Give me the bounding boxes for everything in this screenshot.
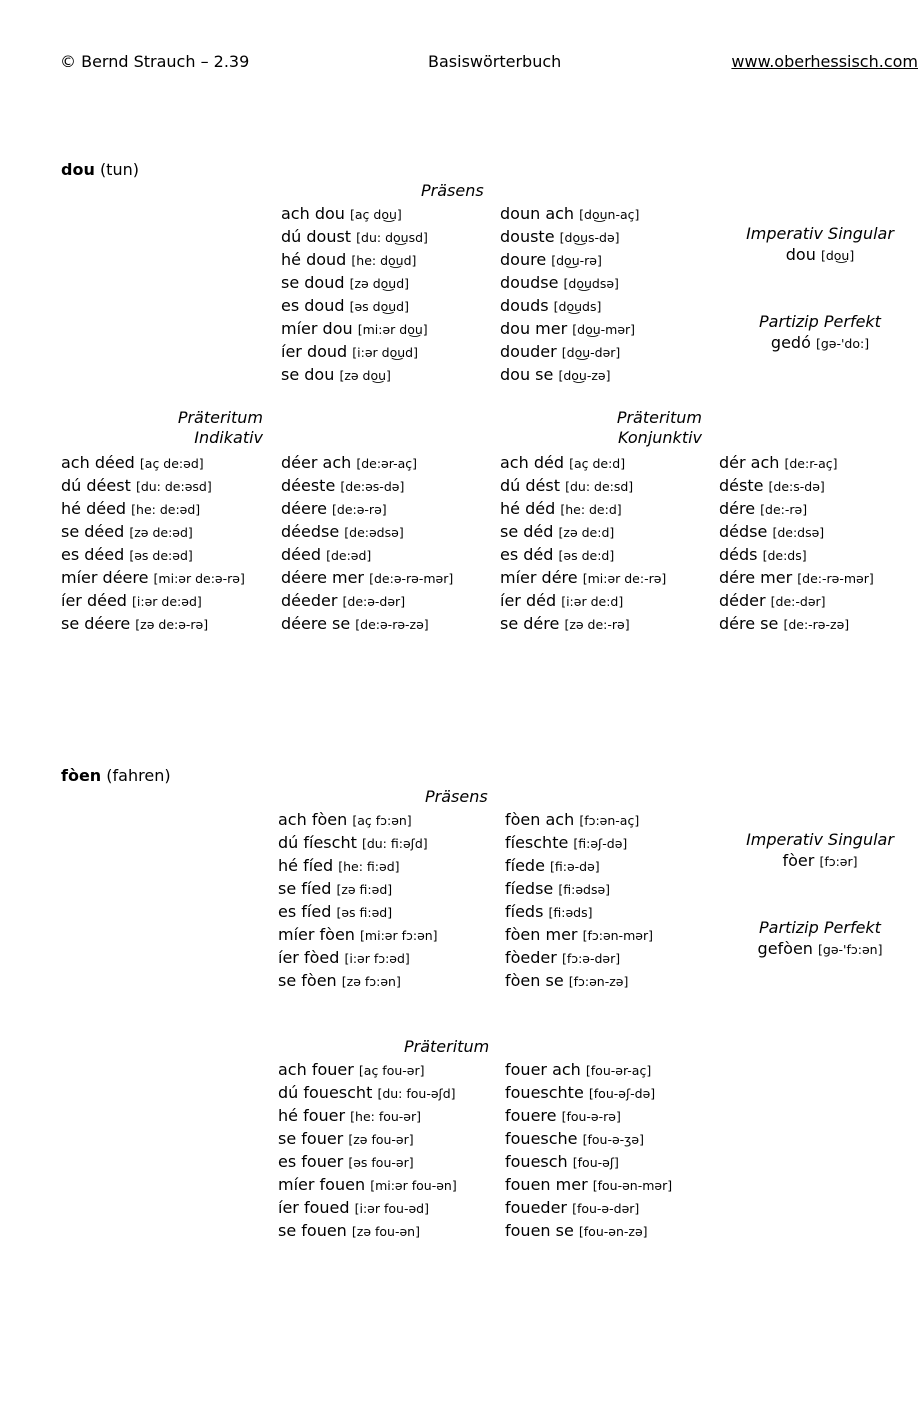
ipa-transcription: [zə do͜u]	[339, 368, 391, 383]
partizip-block	[735, 918, 905, 961]
praesens-col2	[500, 202, 639, 386]
verb-form: déedse	[281, 522, 340, 541]
verb-form: hé déed	[61, 499, 127, 518]
verb-form: dére se	[719, 614, 779, 633]
verb-form: fouere	[505, 1106, 557, 1125]
verb-form: íer déd	[500, 591, 557, 610]
conjugation-row	[278, 854, 438, 877]
verb-form: se fouer	[278, 1129, 344, 1148]
verb-form: se fíed	[278, 879, 332, 898]
ipa-transcription: [zə fɔ:ən]	[341, 974, 401, 989]
ipa-transcription: [de:ə-dər]	[342, 594, 406, 609]
ipa-transcription: [mi:ər fou-ən]	[370, 1178, 457, 1193]
verb-form: déder	[719, 591, 766, 610]
conjugation-row	[505, 1104, 672, 1127]
ipa-transcription: [i:ər de:d]	[561, 594, 624, 609]
verb-form: dou mer	[500, 319, 568, 338]
verb-form: se fouen	[278, 1221, 347, 1240]
conjugation-row	[278, 946, 438, 969]
verb-form: douder	[500, 342, 557, 361]
conjugation-row	[500, 317, 639, 340]
conjugation-row	[500, 589, 666, 612]
imperativ-form: dou	[785, 245, 816, 264]
ipa-transcription: [he: de:əd]	[131, 502, 201, 517]
partizip-ipa: [gə-'fɔ:ən]	[818, 942, 883, 957]
praet-konj-col1	[500, 451, 666, 635]
verb-form: íer foued	[278, 1198, 350, 1217]
conjugation-row	[281, 248, 428, 271]
conjugation-row	[719, 589, 874, 612]
verb-form: ach dou	[281, 204, 345, 223]
verb-form: míer dére	[500, 568, 578, 587]
ipa-transcription: [do͜uds]	[553, 299, 602, 314]
ipa-transcription: [əs fou-ər]	[348, 1155, 414, 1170]
ipa-transcription: [mi:ər de:-rə]	[582, 571, 667, 586]
conjugation-row	[281, 363, 428, 386]
ipa-transcription: [du: fi:əʃd]	[361, 836, 428, 851]
conjugation-row	[500, 202, 639, 225]
verb-form: ach fòen	[278, 810, 348, 829]
verb-form: dére mer	[719, 568, 793, 587]
praesens-title: Präsens	[425, 787, 488, 806]
verb-form: déste	[719, 476, 764, 495]
imperativ-ipa: [fɔ:ər]	[819, 854, 858, 869]
verb-form: míer dou	[281, 319, 353, 338]
ipa-transcription: [fɔ:ə-dər]	[561, 951, 621, 966]
verb-form: ach fouer	[278, 1060, 354, 1079]
ipa-transcription: [do͜us-də]	[559, 230, 620, 245]
conjugation-row	[278, 900, 438, 923]
verb-form: fòen mer	[505, 925, 578, 944]
praet-konj-col2	[719, 451, 874, 635]
conjugation-row	[278, 969, 438, 992]
entry-heading-dou	[61, 160, 139, 180]
lemma: fòen	[61, 766, 102, 785]
verb-form: es déd	[500, 545, 554, 564]
ipa-transcription: [fɔ:ən-aç]	[579, 813, 640, 828]
conjugation-row	[61, 451, 245, 474]
ipa-transcription: [fɔ:ən-zə]	[568, 974, 629, 989]
conjugation-row	[500, 294, 639, 317]
imperativ-ipa: [do͜u]	[820, 248, 855, 263]
praeteritum-title: Präteritum	[404, 1037, 490, 1056]
conjugation-row	[500, 248, 639, 271]
conjugation-row	[505, 1127, 672, 1150]
conjugation-row	[500, 543, 666, 566]
conjugation-row	[505, 808, 653, 831]
imperativ-block	[735, 830, 905, 873]
conjugation-row	[281, 225, 428, 248]
conjugation-row	[500, 566, 666, 589]
conjugation-row	[500, 497, 666, 520]
verb-form: doure	[500, 250, 547, 269]
partizip-block	[735, 312, 905, 355]
ipa-transcription: [de:ə-rə-mər]	[369, 571, 454, 586]
conjugation-row	[281, 202, 428, 225]
conjugation-row	[61, 543, 245, 566]
ipa-transcription: [aç do͜u]	[350, 207, 402, 222]
ipa-transcription: [zə de:d]	[558, 525, 615, 540]
ipa-transcription: [zə fou-ən]	[351, 1224, 420, 1239]
verb-form: hé déd	[500, 499, 556, 518]
conjugation-row	[719, 520, 874, 543]
conjugation-row	[500, 612, 666, 635]
imperativ-title: Imperativ Singular	[746, 224, 894, 243]
verb-form: ach déd	[500, 453, 564, 472]
conjugation-row	[505, 1150, 672, 1173]
conjugation-row	[281, 612, 453, 635]
praet-ind-col2	[281, 451, 453, 635]
verb-form: fouen mer	[505, 1175, 588, 1194]
verb-form: déere mer	[281, 568, 365, 587]
conjugation-row	[281, 589, 453, 612]
ipa-transcription: [mi:ər fɔ:ən]	[360, 928, 438, 943]
conjugation-row	[281, 294, 428, 317]
conjugation-row	[500, 340, 639, 363]
verb-form: se déd	[500, 522, 554, 541]
conjugation-row	[278, 1127, 457, 1150]
gloss: (fahren)	[106, 766, 171, 785]
verb-form: dú fíescht	[278, 833, 357, 852]
praesens-col1	[281, 202, 428, 386]
verb-form: míer fòen	[278, 925, 355, 944]
conjugation-row	[719, 451, 874, 474]
conjugation-row	[281, 566, 453, 589]
conjugation-row	[505, 1173, 672, 1196]
conjugation-row	[505, 854, 653, 877]
verb-form: dú dést	[500, 476, 560, 495]
ipa-transcription: [de:-dər]	[770, 594, 826, 609]
conjugation-row	[505, 1196, 672, 1219]
verb-form: íer doud	[281, 342, 348, 361]
ipa-transcription: [zə fou-ər]	[348, 1132, 414, 1147]
conjugation-row	[278, 831, 438, 854]
verb-form: dú fouescht	[278, 1083, 373, 1102]
ipa-transcription: [he: de:d]	[560, 502, 622, 517]
ipa-transcription: [he: do͜ud]	[351, 253, 417, 268]
conjugation-row	[500, 520, 666, 543]
conjugation-row	[505, 877, 653, 900]
ipa-transcription: [he: fi:əd]	[338, 859, 400, 874]
ipa-transcription: [de:ədsə]	[344, 525, 404, 540]
conjugation-row	[505, 1219, 672, 1242]
verb-form: fouesche	[505, 1129, 578, 1148]
ipa-transcription: [fou-ə-rə]	[561, 1109, 621, 1124]
verb-form: déds	[719, 545, 758, 564]
ipa-transcription: [aç de:əd]	[139, 456, 204, 471]
ipa-transcription: [de:ər-aç]	[356, 456, 418, 471]
ipa-transcription: [zə de:əd]	[129, 525, 193, 540]
verb-form: íer déed	[61, 591, 127, 610]
verb-form: dou se	[500, 365, 554, 384]
ipa-transcription: [do͜un-aç]	[579, 207, 640, 222]
ipa-transcription: [de:s-də]	[768, 479, 825, 494]
ipa-transcription: [mi:ər do͜u]	[357, 322, 428, 337]
ipa-transcription: [de:ds]	[762, 548, 807, 563]
conjugation-row	[278, 1173, 457, 1196]
verb-form: déed	[281, 545, 321, 564]
conjugation-row	[278, 1196, 457, 1219]
verb-form: es doud	[281, 296, 345, 315]
conjugation-row	[719, 612, 874, 635]
ipa-transcription: [fou-ən-zə]	[578, 1224, 648, 1239]
verb-form: fòeder	[505, 948, 557, 967]
ipa-transcription: [de:əd]	[326, 548, 372, 563]
ipa-transcription: [aç fɔ:ən]	[352, 813, 412, 828]
praet-ind-title: Präteritum Indikativ	[177, 408, 263, 447]
verb-form: déere	[281, 499, 327, 518]
verb-form: dére	[719, 499, 756, 518]
ipa-transcription: [do͜u-rə]	[551, 253, 602, 268]
imperativ-block	[735, 224, 905, 267]
ipa-transcription: [fɔ:ən-mər]	[582, 928, 653, 943]
conjugation-row	[278, 877, 438, 900]
conjugation-row	[281, 317, 428, 340]
conjugation-row	[719, 543, 874, 566]
ipa-transcription: [de:-rə-mər]	[797, 571, 874, 586]
ipa-transcription: [de:ə-rə-zə]	[355, 617, 429, 632]
ipa-transcription: [i:ər de:əd]	[132, 594, 202, 609]
ipa-transcription: [fi:əds]	[548, 905, 593, 920]
conjugation-row	[278, 1104, 457, 1127]
header-title: Basiswörterbuch	[428, 52, 562, 71]
praet-ind-col1	[61, 451, 245, 635]
imperativ-form: fòer	[782, 851, 815, 870]
ipa-transcription: [əs fi:əd]	[336, 905, 393, 920]
verb-form: dú doust	[281, 227, 352, 246]
ipa-transcription: [fou-ə-ʒə]	[582, 1132, 644, 1147]
conjugation-row	[61, 474, 245, 497]
verb-form: doun ach	[500, 204, 575, 223]
verb-form: déeder	[281, 591, 338, 610]
conjugation-row	[61, 612, 245, 635]
ipa-transcription: [zə de:ə-rə]	[135, 617, 209, 632]
ipa-transcription: [aç fou-ər]	[358, 1063, 425, 1078]
ipa-transcription: [du: de:əsd]	[135, 479, 212, 494]
ipa-transcription: [fou-ən-mər]	[592, 1178, 673, 1193]
praeteritum-col1	[278, 1058, 457, 1242]
ipa-transcription: [i:ər fou-əd]	[354, 1201, 429, 1216]
conjugation-row	[719, 497, 874, 520]
lemma: dou	[61, 160, 95, 179]
gloss: (tun)	[99, 160, 139, 179]
praesens-title: Präsens	[421, 181, 484, 200]
praeteritum-col2	[505, 1058, 672, 1242]
ipa-transcription: [zə fi:əd]	[336, 882, 393, 897]
ipa-transcription: [do͜u-dər]	[561, 345, 621, 360]
verb-form: déere se	[281, 614, 351, 633]
conjugation-row	[278, 1081, 457, 1104]
header-website-link[interactable]: www.oberhessisch.com	[731, 52, 918, 71]
conjugation-row	[281, 520, 453, 543]
verb-form: ach déed	[61, 453, 135, 472]
verb-form: fíeschte	[505, 833, 569, 852]
verb-form: déer ach	[281, 453, 352, 472]
ipa-transcription: [de:əs-də]	[340, 479, 405, 494]
conjugation-row	[281, 340, 428, 363]
verb-form: hé fouer	[278, 1106, 346, 1125]
conjugation-row	[61, 566, 245, 589]
verb-form: es fíed	[278, 902, 332, 921]
verb-form: fouer ach	[505, 1060, 581, 1079]
ipa-transcription: [fou-ər-aç]	[585, 1063, 652, 1078]
ipa-transcription: [de:-rə]	[760, 502, 808, 517]
verb-form: douste	[500, 227, 555, 246]
praet-konj-title: Präteritum Konjunktiv	[616, 408, 702, 447]
ipa-transcription: [əs do͜ud]	[349, 299, 409, 314]
conjugation-row	[505, 831, 653, 854]
conjugation-row	[505, 1081, 672, 1104]
ipa-transcription: [de:dsə]	[772, 525, 825, 540]
verb-form: fíedse	[505, 879, 554, 898]
ipa-transcription: [əs de:əd]	[129, 548, 193, 563]
verb-form: se déere	[61, 614, 131, 633]
verb-form: fòen se	[505, 971, 564, 990]
conjugation-row	[505, 923, 653, 946]
partizip-form: gefòen	[757, 939, 813, 958]
verb-form: dédse	[719, 522, 768, 541]
conjugation-row	[500, 474, 666, 497]
verb-form: íer fòed	[278, 948, 340, 967]
conjugation-row	[505, 900, 653, 923]
ipa-transcription: [he: fou-ər]	[350, 1109, 422, 1124]
ipa-transcription: [fou-əʃ]	[572, 1155, 619, 1170]
conjugation-row	[281, 451, 453, 474]
conjugation-row	[719, 474, 874, 497]
ipa-transcription: [fi:əʃ-də]	[573, 836, 628, 851]
ipa-transcription: [zə de:-rə]	[564, 617, 630, 632]
conjugation-row	[719, 566, 874, 589]
ipa-transcription: [do͜u-zə]	[558, 368, 611, 383]
verb-form: se dou	[281, 365, 335, 384]
ipa-transcription: [mi:ər de:ə-rə]	[153, 571, 245, 586]
ipa-transcription: [do͜u-mər]	[572, 322, 636, 337]
verb-form: es déed	[61, 545, 125, 564]
verb-form: hé doud	[281, 250, 347, 269]
ipa-transcription: [do͜udsə]	[563, 276, 619, 291]
conjugation-row	[61, 520, 245, 543]
conjugation-row	[281, 271, 428, 294]
header-copyright: © Bernd Strauch – 2.39	[60, 52, 250, 71]
ipa-transcription: [i:ər do͜ud]	[352, 345, 418, 360]
conjugation-row	[500, 225, 639, 248]
verb-form: se dére	[500, 614, 560, 633]
entry-heading-foen	[61, 766, 171, 786]
conjugation-row	[278, 1219, 457, 1242]
conjugation-row	[281, 474, 453, 497]
ipa-transcription: [fou-ə-dər]	[572, 1201, 640, 1216]
ipa-transcription: [du: de:sd]	[565, 479, 634, 494]
verb-form: míer déere	[61, 568, 149, 587]
verb-form: foueder	[505, 1198, 567, 1217]
ipa-transcription: [i:ər fɔ:əd]	[344, 951, 410, 966]
verb-form: fíeds	[505, 902, 544, 921]
conjugation-row	[278, 1150, 457, 1173]
conjugation-row	[505, 969, 653, 992]
conjugation-row	[500, 363, 639, 386]
conjugation-row	[505, 946, 653, 969]
partizip-title: Partizip Perfekt	[759, 918, 881, 937]
verb-form: fouen se	[505, 1221, 574, 1240]
verb-form: míer fouen	[278, 1175, 366, 1194]
verb-form: doudse	[500, 273, 559, 292]
conjugation-row	[505, 1058, 672, 1081]
verb-form: déeste	[281, 476, 336, 495]
conjugation-row	[61, 589, 245, 612]
imperativ-title: Imperativ Singular	[746, 830, 894, 849]
ipa-transcription: [əs de:d]	[558, 548, 615, 563]
praesens-col2	[505, 808, 653, 992]
conjugation-row	[61, 497, 245, 520]
verb-form: se fòen	[278, 971, 337, 990]
verb-form: es fouer	[278, 1152, 344, 1171]
verb-form: se doud	[281, 273, 345, 292]
conjugation-row	[278, 923, 438, 946]
verb-form: dú déest	[61, 476, 131, 495]
verb-form: hé fíed	[278, 856, 334, 875]
ipa-transcription: [de:r-aç]	[784, 456, 838, 471]
verb-form: se déed	[61, 522, 125, 541]
ipa-transcription: [du: fou-əʃd]	[377, 1086, 456, 1101]
conjugation-row	[281, 497, 453, 520]
verb-form: douds	[500, 296, 549, 315]
verb-form: dér ach	[719, 453, 780, 472]
ipa-transcription: [du: do͜usd]	[356, 230, 428, 245]
ipa-transcription: [de:ə-rə]	[332, 502, 387, 517]
ipa-transcription: [aç de:d]	[569, 456, 626, 471]
conjugation-row	[500, 451, 666, 474]
ipa-transcription: [fi:ə-də]	[550, 859, 600, 874]
verb-form: fouesch	[505, 1152, 568, 1171]
praesens-col1	[278, 808, 438, 992]
ipa-transcription: [de:-rə-zə]	[783, 617, 850, 632]
partizip-title: Partizip Perfekt	[759, 312, 881, 331]
conjugation-row	[500, 271, 639, 294]
verb-form: fíede	[505, 856, 545, 875]
partizip-form: gedó	[770, 333, 811, 352]
verb-form: foueschte	[505, 1083, 584, 1102]
ipa-transcription: [zə do͜ud]	[349, 276, 410, 291]
ipa-transcription: [fou-əʃ-də]	[588, 1086, 656, 1101]
conjugation-row	[281, 543, 453, 566]
conjugation-row	[278, 1058, 457, 1081]
verb-form: fòen ach	[505, 810, 575, 829]
partizip-ipa: [gə-'do:]	[815, 336, 870, 351]
conjugation-row	[278, 808, 438, 831]
ipa-transcription: [fi:ədsə]	[558, 882, 611, 897]
